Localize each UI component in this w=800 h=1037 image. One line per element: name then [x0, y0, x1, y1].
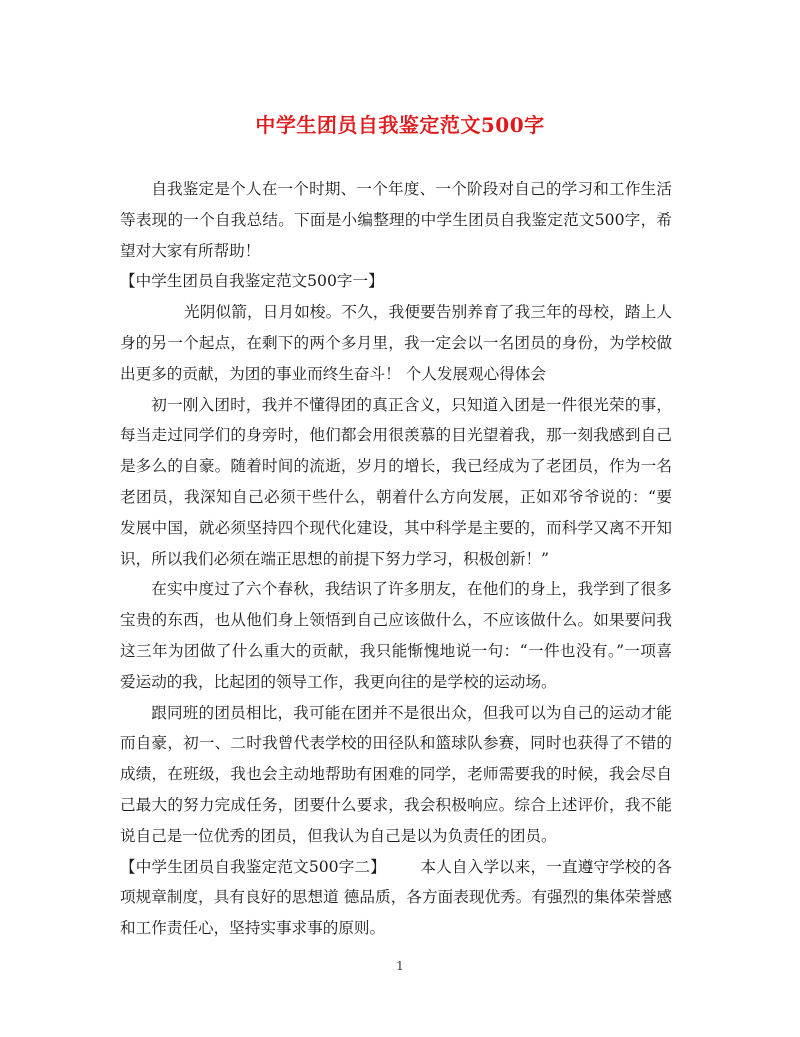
section2-paragraph-1: 本人自入学以来，一直遵守学校的各项规章制度，具有良好的思想道 德品质，各方面表现优秀。有强烈的集体荣誉感和工作责任心，坚持实事求事的原则。 — [120, 857, 672, 938]
section1-paragraph-3: 在实中度过了六个春秋，我结识了许多朋友，在他们的身上，我学到了很多宝贵的东西，也从他们身上领悟到自己应该做什么，不应该做什么。如果要问我这三年为团做了什么重大的贡献，我只能惭愧地说一句：“一件也没有。”一项喜爱运动的我，比起团的领导工作，我更向往的是学校的运动场。 — [120, 580, 672, 691]
section1-paragraph-1: 光阴似箭，日月如梭。不久，我便要告别养育了我三年的母校，踏上人身的另一个起点，在剩下的两个多月里，我一定会以一名团员的身份，为学校做出更多的贡献，为团的事业而终生奋斗！ 个人发展观心得体会 — [120, 303, 672, 383]
section-heading-1: 【中学生团员自我鉴定范文500字一】 — [120, 272, 384, 291]
page-number: 1 — [396, 959, 404, 973]
section-heading-2: 【中学生团员自我鉴定范文500字二】 — [120, 857, 386, 876]
section2-block — [120, 852, 672, 944]
document-body — [120, 174, 672, 944]
section1-paragraph-2: 初一刚入团时，我并不懂得团的真正含义，只知道入团是一件很光荣的事，每当走过同学们的身旁时，他们都会用很羡慕的目光望着我，那一刻我感到自己是多么的自豪。随着时间的流逝，岁月的增长，我已经成为了老团员，作为一名老团员，我深知自己必须干些什么，朝着什么方向发展，正如邓爷爷说的：“要发展中国，就必须坚持四个现代化建设，其中科学是主要的，而科学又离不开知识，所以我们必须在端正思想的前提下努力学习，积极创新！” — [120, 395, 672, 568]
document-title: 中学生团员自我鉴定范文500字 — [255, 113, 545, 137]
intro-paragraph: 自我鉴定是个人在一个时期、一个年度、一个阶段对自己的学习和工作生活等表现的一个自我总结。下面是小编整理的中学生团员自我鉴定范文500字，希望对大家有所帮助！ — [120, 180, 672, 260]
section1-paragraph-4: 跟同班的团员相比，我可能在团并不是很出众，但我可以为自己的运动才能而自豪，初一、二时我曾代表学校的田径队和篮球队参赛，同时也获得了不错的成绩，在班级，我也会主动地帮助有困难的同学，老师需要我的时候，我会尽自己最大的努力完成任务，团要什么要求，我会积极响应。综合上述评价，我不能说自己是一位优秀的团员，但我认为自己是以为负责任的团员。 — [120, 703, 672, 845]
